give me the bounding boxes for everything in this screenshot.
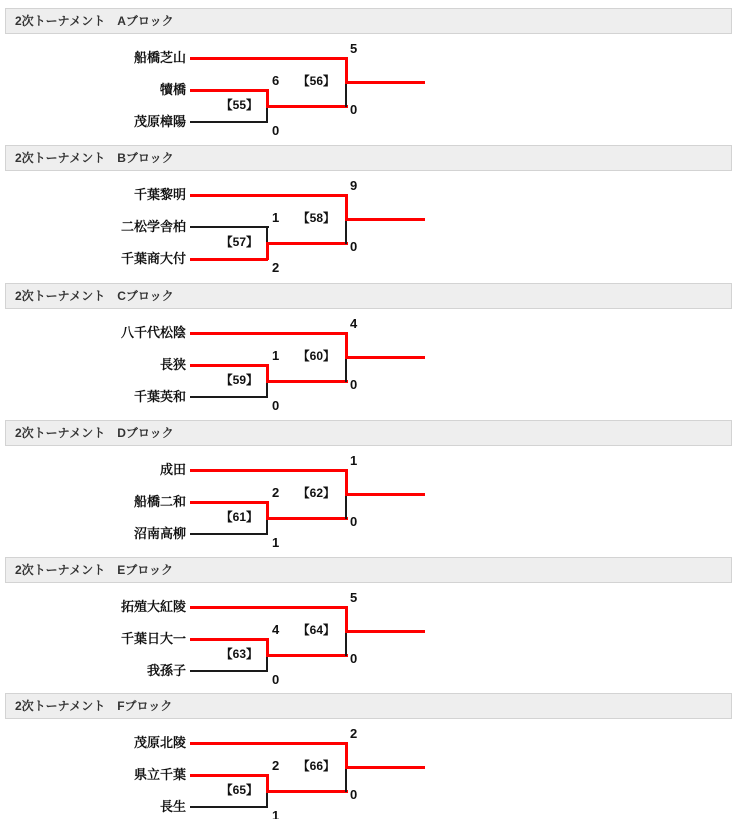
advance-line <box>345 81 425 84</box>
team-name: 沼南高柳 <box>133 526 186 541</box>
match-number: 【64】 <box>297 623 335 637</box>
match-number: 【61】 <box>220 510 258 524</box>
match-score: 4 <box>272 622 280 637</box>
match-number: 【62】 <box>297 486 335 500</box>
team-name: 千葉商大付 <box>120 251 186 266</box>
match-number: 【58】 <box>297 211 335 225</box>
match-score: 1 <box>272 808 280 819</box>
advance-line <box>266 242 348 245</box>
match-score: 9 <box>350 178 358 193</box>
match-number: 【57】 <box>220 235 258 249</box>
advance-line <box>345 493 425 496</box>
advance-line <box>345 766 425 769</box>
block-header: 2次トーナメント Aブロック <box>5 8 732 34</box>
team-name: 我孫子 <box>146 663 186 678</box>
block-header: 2次トーナメント Fブロック <box>5 693 732 719</box>
advance-line <box>266 654 348 657</box>
match-score: 0 <box>350 102 358 117</box>
match-number: 【55】 <box>220 98 258 112</box>
match-score: 0 <box>350 377 358 392</box>
team-line <box>190 501 269 504</box>
match-score: 1 <box>272 535 280 550</box>
match-score: 1 <box>350 453 358 468</box>
match-vertical <box>345 194 348 221</box>
team-line <box>190 638 269 641</box>
team-name: 二松学舎柏 <box>120 219 186 234</box>
match-score: 4 <box>350 316 358 331</box>
match-number: 【59】 <box>220 373 258 387</box>
match-vertical <box>345 630 347 656</box>
match-vertical <box>345 469 348 496</box>
team-line <box>190 364 269 367</box>
advance-line <box>345 356 425 359</box>
advance-line <box>266 105 348 108</box>
match-score: 2 <box>272 260 280 275</box>
match-score: 2 <box>272 485 280 500</box>
match-vertical <box>345 81 347 107</box>
block-header: 2次トーナメント Cブロック <box>5 283 732 309</box>
match-number: 【65】 <box>220 783 258 797</box>
team-name: 千葉日大一 <box>120 631 186 646</box>
team-name: 八千代松陰 <box>120 325 186 340</box>
advance-line <box>266 380 348 383</box>
match-vertical <box>345 218 347 244</box>
match-number: 【66】 <box>297 759 335 773</box>
team-line <box>190 670 268 672</box>
match-vertical <box>345 356 347 382</box>
team-name: 拓殖大紅陵 <box>120 599 186 614</box>
match-score: 1 <box>272 210 280 225</box>
match-number: 【63】 <box>220 647 258 661</box>
match-vertical <box>345 57 348 84</box>
match-score: 1 <box>272 348 280 363</box>
team-name: 成田 <box>159 462 186 477</box>
match-score: 0 <box>350 239 358 254</box>
match-score: 2 <box>272 758 280 773</box>
block-header: 2次トーナメント Bブロック <box>5 145 732 171</box>
team-line <box>190 57 348 60</box>
advance-line <box>266 790 348 793</box>
team-line <box>190 332 348 335</box>
match-score: 0 <box>272 398 280 413</box>
match-score: 0 <box>272 123 280 138</box>
team-line <box>190 533 268 535</box>
advance-line <box>345 630 425 633</box>
match-vertical <box>345 606 348 633</box>
match-score: 5 <box>350 41 358 56</box>
match-score: 0 <box>350 514 358 529</box>
match-number: 【56】 <box>297 74 335 88</box>
match-number: 【60】 <box>297 349 335 363</box>
match-score: 5 <box>350 590 358 605</box>
block-header: 2次トーナメント Dブロック <box>5 420 732 446</box>
team-name: 長狭 <box>159 357 186 372</box>
match-score: 0 <box>272 672 280 687</box>
team-line <box>190 226 269 228</box>
team-line <box>190 258 268 261</box>
match-score: 0 <box>350 651 358 666</box>
team-name: 県立千葉 <box>133 767 186 782</box>
team-name: 千葉黎明 <box>133 187 186 202</box>
team-line <box>190 89 269 92</box>
team-line <box>190 396 268 398</box>
team-name: 長生 <box>159 799 186 814</box>
block-header: 2次トーナメント Eブロック <box>5 557 732 583</box>
team-name: 茂原北陵 <box>133 735 186 750</box>
team-name: 船橋二和 <box>133 494 186 509</box>
advance-line <box>345 218 425 221</box>
match-vertical <box>345 742 348 769</box>
team-name: 犢橋 <box>159 82 186 97</box>
team-line <box>190 469 348 472</box>
team-name: 千葉英和 <box>133 389 186 404</box>
team-line <box>190 121 268 123</box>
team-name: 茂原樟陽 <box>133 114 186 129</box>
match-score: 2 <box>350 726 358 741</box>
team-line <box>190 774 269 777</box>
match-score: 6 <box>272 73 280 88</box>
team-line <box>190 194 348 197</box>
advance-line <box>266 517 348 520</box>
team-name: 船橋芝山 <box>133 50 186 65</box>
team-line <box>190 606 348 609</box>
team-line <box>190 742 348 745</box>
match-vertical <box>345 766 347 792</box>
team-line <box>190 806 268 808</box>
match-score: 0 <box>350 787 358 802</box>
match-vertical <box>345 332 348 359</box>
match-vertical <box>345 493 347 519</box>
